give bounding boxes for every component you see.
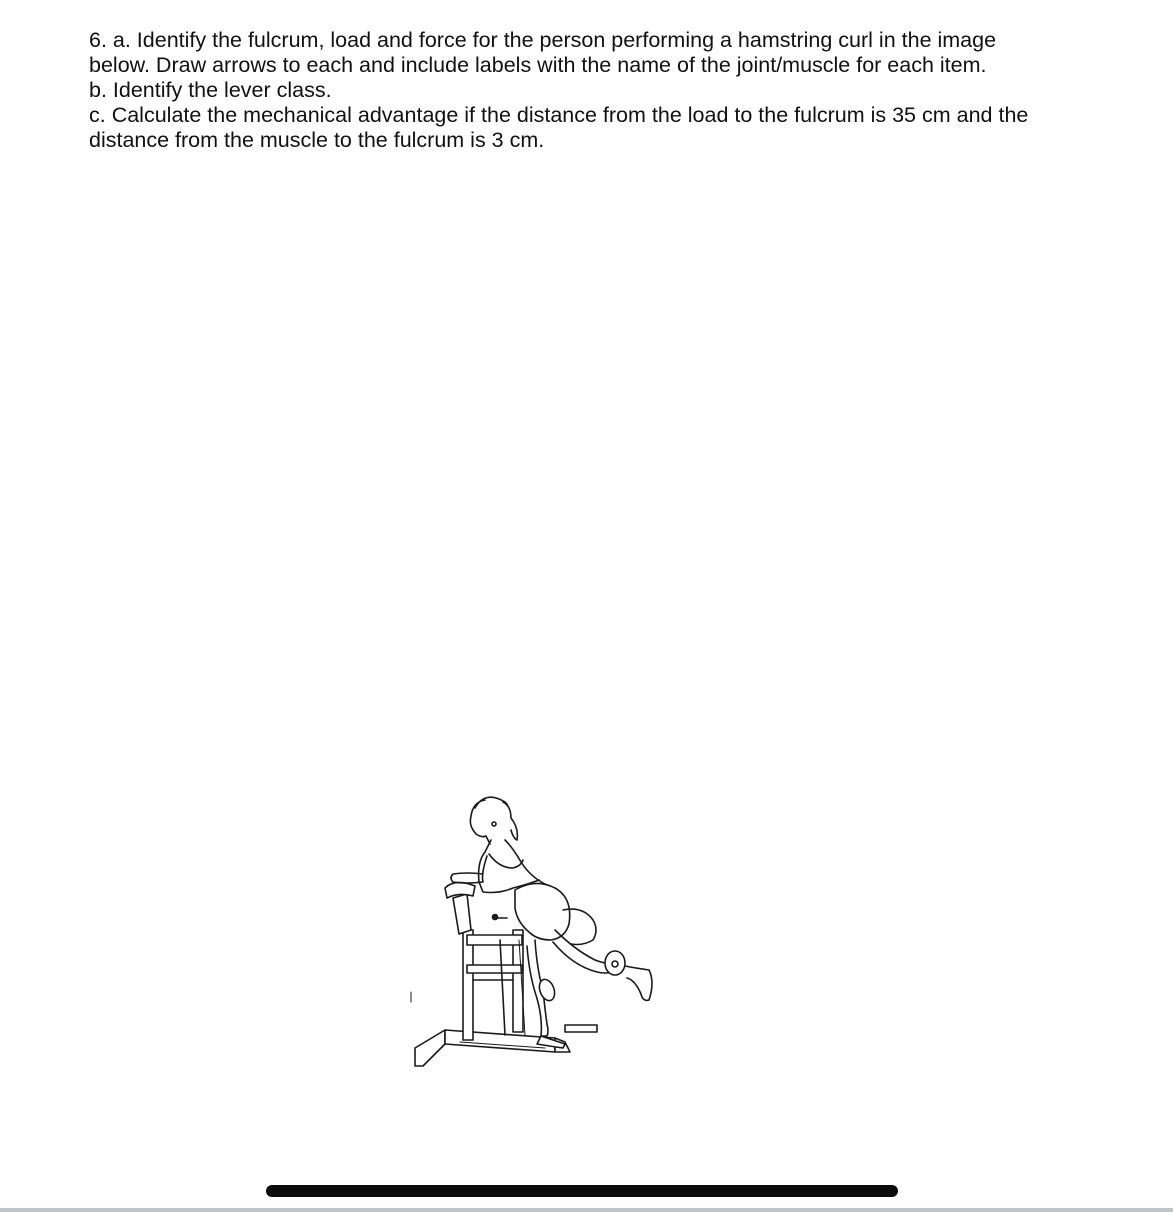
home-indicator-bar[interactable] [266,1185,898,1197]
question-part-b: b. Identify the lever class. [89,78,332,102]
question-part-a: 6. a. Identify the fulcrum, load and force for the person performing a hamstring curl in the image below. Draw arrows to each and include labels with the name of the joint/muscle for each item. [89,28,997,77]
hamstring-curl-illustration [405,790,665,1075]
question-part-c: c. Calculate the mechanical advantage if the distance from the load to the fulcrum is 35 cm and the distance from the muscle to the fulcrum is 3 cm. [89,103,1029,152]
bottom-edge-divider [0,1208,1173,1212]
person-figure [451,797,652,1048]
machine-frame [445,882,525,1040]
question-text [89,28,1049,153]
machine-base [415,1025,597,1066]
